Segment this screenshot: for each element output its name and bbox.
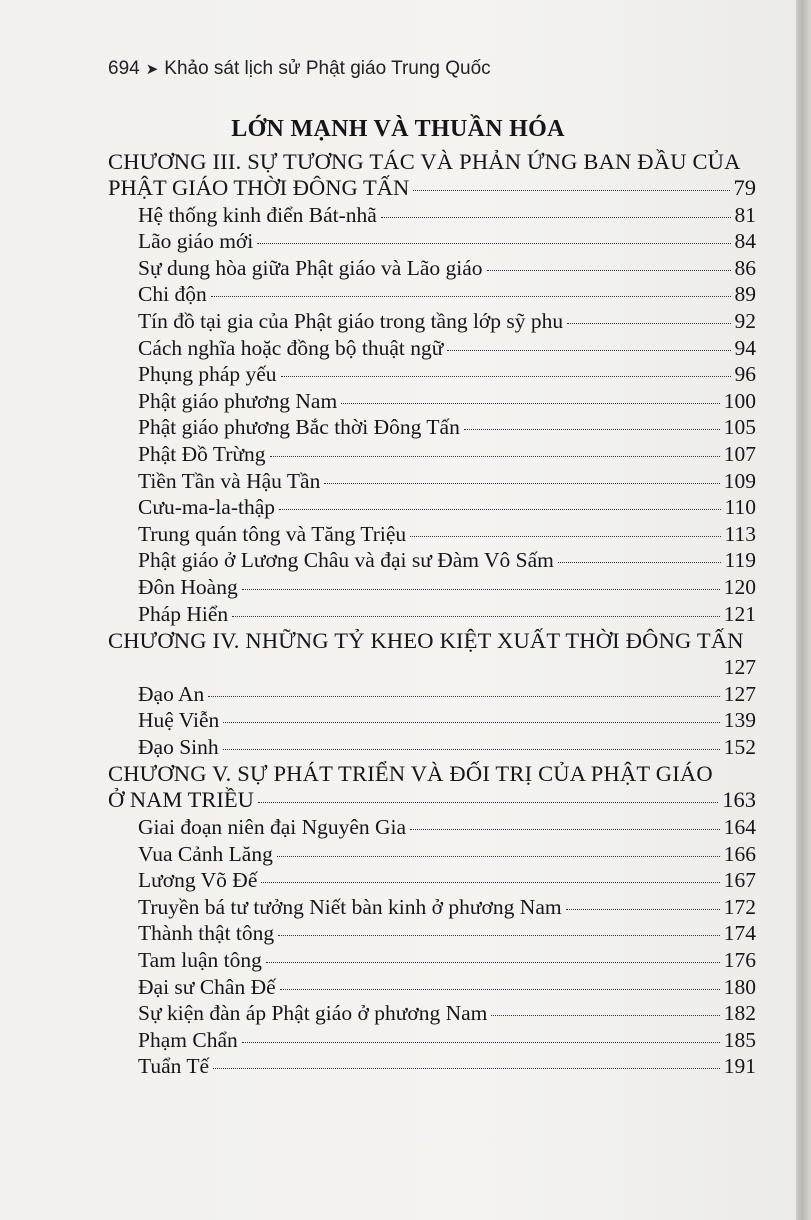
toc-entry-page: 110 bbox=[724, 495, 756, 520]
toc-entry-page: 167 bbox=[723, 868, 756, 893]
chapter-5-title-line1: CHƯƠNG V. SỰ PHÁT TRIỂN VÀ ĐỐI TRỊ CỦA PHẬT GIÁO bbox=[108, 761, 713, 787]
leader-dots bbox=[324, 483, 719, 484]
toc-entry bbox=[108, 547, 756, 574]
toc-entry-page: 166 bbox=[723, 841, 756, 866]
toc-entry-label: Truyền bá tư tưởng Niết bàn kinh ở phương Nam bbox=[138, 894, 562, 919]
page-edge bbox=[796, 0, 811, 1220]
toc-entry-page: 86 bbox=[734, 255, 756, 280]
toc-entry-label: Đạo Sinh bbox=[138, 734, 219, 759]
toc-entry-label: Phật giáo phương Bắc thời Đông Tấn bbox=[138, 415, 460, 440]
toc-entry bbox=[108, 574, 756, 601]
leader-dots bbox=[213, 1068, 720, 1069]
toc-entry-label: Đạo An bbox=[138, 681, 205, 706]
toc-entry bbox=[108, 947, 756, 974]
toc-entry bbox=[108, 681, 756, 708]
toc-entry-page: 89 bbox=[734, 282, 756, 307]
running-header bbox=[108, 58, 491, 80]
toc-entry bbox=[108, 441, 756, 468]
leader-dots bbox=[491, 1015, 719, 1016]
toc-entry-page: 94 bbox=[734, 335, 756, 360]
toc-entry bbox=[108, 1000, 756, 1027]
toc-entry-label: Đại sư Chân Đế bbox=[138, 974, 276, 999]
chapter-5-title-line2: Ở NAM TRIỀU bbox=[108, 787, 254, 813]
toc-entry-page: 96 bbox=[734, 362, 756, 387]
toc-entry-label: Hệ thống kinh điển Bát-nhã bbox=[138, 202, 377, 227]
chapter-5-page: 163 bbox=[722, 787, 756, 813]
toc-entry-label: Tuẩn Tế bbox=[138, 1054, 210, 1079]
toc-entry bbox=[108, 414, 756, 441]
toc-entry bbox=[108, 468, 756, 495]
leader-dots bbox=[223, 749, 720, 750]
toc-entry-page: 84 bbox=[734, 229, 756, 254]
toc-entry-label: Chi độn bbox=[138, 282, 207, 307]
toc-entry bbox=[108, 255, 756, 282]
chapter-4-entry bbox=[108, 654, 756, 681]
leader-dots bbox=[279, 509, 721, 510]
leader-dots bbox=[447, 350, 730, 351]
toc-entry-page: 107 bbox=[723, 441, 756, 466]
leader-dots bbox=[566, 909, 720, 910]
toc-entry-page: 152 bbox=[723, 734, 756, 759]
toc-entry-label: Trung quán tông và Tăng Triệu bbox=[138, 521, 407, 546]
leader-dots bbox=[270, 456, 720, 457]
chapter-5-items bbox=[108, 814, 756, 1080]
leader-dots bbox=[242, 589, 720, 590]
chapter-3-entry bbox=[108, 175, 756, 202]
toc-entry bbox=[108, 202, 756, 229]
toc-entry-label: Phật Đồ Trừng bbox=[138, 441, 266, 466]
leader-dots bbox=[257, 243, 730, 244]
leader-dots bbox=[464, 429, 720, 430]
toc-entry-label: Cách nghĩa hoặc đồng bộ thuật ngữ bbox=[138, 335, 444, 360]
leader-dots bbox=[487, 270, 731, 271]
toc-entry-page: 172 bbox=[723, 894, 756, 919]
toc-entry bbox=[108, 601, 756, 628]
toc-entry-page: 120 bbox=[723, 574, 756, 599]
toc-entry-label: Tam luận tông bbox=[138, 948, 262, 973]
leader-dots bbox=[223, 722, 719, 723]
chapter-3-title-line1: CHƯƠNG III. SỰ TƯƠNG TÁC VÀ PHẢN ỨNG BAN ĐẦU CỦA bbox=[108, 149, 741, 174]
leader-dots bbox=[281, 376, 731, 377]
toc-entry bbox=[108, 1053, 756, 1080]
toc-entry-page: 105 bbox=[723, 415, 756, 440]
toc-entry bbox=[108, 388, 756, 415]
part-title: LỚN MẠNH VÀ THUẦN HÓA bbox=[231, 116, 565, 142]
leader-dots bbox=[410, 829, 720, 830]
toc-entry-label: Phật giáo phương Nam bbox=[138, 388, 338, 413]
toc-entry-label: Sự dung hòa giữa Phật giáo và Lão giáo bbox=[138, 255, 483, 280]
chapter-3-page: 79 bbox=[733, 175, 756, 200]
toc-entry-page: 100 bbox=[723, 388, 756, 413]
toc-entry-label: Đôn Hoàng bbox=[138, 574, 238, 599]
page-number: 694 bbox=[108, 58, 140, 79]
leader-dots bbox=[232, 616, 720, 617]
toc-entry-page: 121 bbox=[723, 601, 756, 626]
toc-entry bbox=[108, 308, 756, 335]
toc-entry bbox=[108, 814, 756, 841]
chapter-3-items bbox=[108, 202, 756, 628]
chapter-4-page: 127 bbox=[723, 655, 756, 680]
table-of-contents bbox=[108, 148, 756, 1080]
toc-entry-label: Sự kiện đàn áp Phật giáo ở phương Nam bbox=[138, 1001, 488, 1026]
toc-entry-page: 185 bbox=[723, 1027, 756, 1052]
leader-dots bbox=[242, 1042, 720, 1043]
toc-entry-page: 164 bbox=[723, 815, 756, 840]
book-title: Khảo sát lịch sử Phật giáo Trung Quốc bbox=[164, 58, 491, 79]
toc-entry-label: Giai đoạn niên đại Nguyên Gia bbox=[138, 815, 407, 840]
leader-dots bbox=[266, 962, 720, 963]
toc-entry-page: 109 bbox=[723, 468, 756, 493]
toc-entry-page: 81 bbox=[734, 202, 756, 227]
toc-entry-page: 119 bbox=[724, 548, 756, 573]
toc-entry-label: Phụng pháp yếu bbox=[138, 362, 277, 387]
toc-entry bbox=[108, 867, 756, 894]
toc-entry-label: Tiền Tần và Hậu Tần bbox=[138, 468, 321, 493]
toc-entry bbox=[108, 281, 756, 308]
chapter-4-title: CHƯƠNG IV. NHỮNG TỶ KHEO KIỆT XUẤT THỜI ĐÔNG TẤN bbox=[108, 628, 744, 654]
leader-dots bbox=[278, 935, 720, 936]
toc-entry-label: Vua Cảnh Lăng bbox=[138, 841, 273, 866]
toc-entry-label: Lão giáo mới bbox=[138, 229, 254, 254]
toc-entry-label: Huệ Viễn bbox=[138, 708, 220, 733]
toc-entry bbox=[108, 494, 756, 521]
toc-entry bbox=[108, 228, 756, 255]
toc-entry bbox=[108, 361, 756, 388]
leader-dots bbox=[413, 190, 729, 191]
toc-entry bbox=[108, 974, 756, 1001]
chapter-5-entry bbox=[108, 787, 756, 814]
toc-entry-label: Thành thật tông bbox=[138, 921, 275, 946]
toc-entry bbox=[108, 841, 756, 868]
leader-dots bbox=[410, 536, 720, 537]
toc-entry-page: 176 bbox=[723, 948, 756, 973]
toc-entry bbox=[108, 1027, 756, 1054]
toc-entry-label: Pháp Hiển bbox=[138, 601, 229, 626]
toc-entry-page: 92 bbox=[734, 308, 756, 333]
toc-entry-label: Tín đồ tại gia của Phật giáo trong tầng lớp sỹ phu bbox=[138, 308, 564, 333]
toc-entry-page: 182 bbox=[723, 1001, 756, 1026]
toc-entry-page: 180 bbox=[723, 974, 756, 999]
leader-dots bbox=[280, 989, 720, 990]
toc-entry bbox=[108, 335, 756, 362]
leader-dots bbox=[381, 217, 731, 218]
leader-dots bbox=[261, 882, 719, 883]
leader-dots bbox=[208, 696, 719, 697]
toc-entry-page: 139 bbox=[723, 708, 756, 733]
leader-dots bbox=[277, 856, 720, 857]
leader-dots bbox=[567, 323, 730, 324]
toc-entry-label: Phật giáo ở Lương Châu và đại sư Đàm Vô Sấm bbox=[138, 548, 554, 573]
toc-entry-label: Lương Võ Đế bbox=[138, 868, 258, 893]
toc-entry bbox=[108, 894, 756, 921]
toc-entry bbox=[108, 920, 756, 947]
chapter-3-title-line2: PHẬT GIÁO THỜI ĐÔNG TẤN bbox=[108, 175, 410, 200]
leader-dots bbox=[558, 562, 721, 563]
leader-dots bbox=[341, 403, 720, 404]
toc-entry bbox=[108, 734, 756, 761]
leader-dots bbox=[211, 296, 731, 297]
toc-entry-page: 113 bbox=[724, 521, 756, 546]
toc-entry-label: Phạm Chẩn bbox=[138, 1027, 238, 1052]
toc-entry-label: Cưu-ma-la-thập bbox=[138, 495, 276, 520]
toc-entry-page: 174 bbox=[723, 921, 756, 946]
toc-entry-page: 191 bbox=[723, 1054, 756, 1079]
toc-entry-page: 127 bbox=[723, 681, 756, 706]
toc-entry bbox=[108, 521, 756, 548]
arrow-icon: ➤ bbox=[145, 61, 159, 78]
leader-dots bbox=[258, 802, 718, 803]
toc-entry bbox=[108, 707, 756, 734]
chapter-4-items bbox=[108, 681, 756, 761]
